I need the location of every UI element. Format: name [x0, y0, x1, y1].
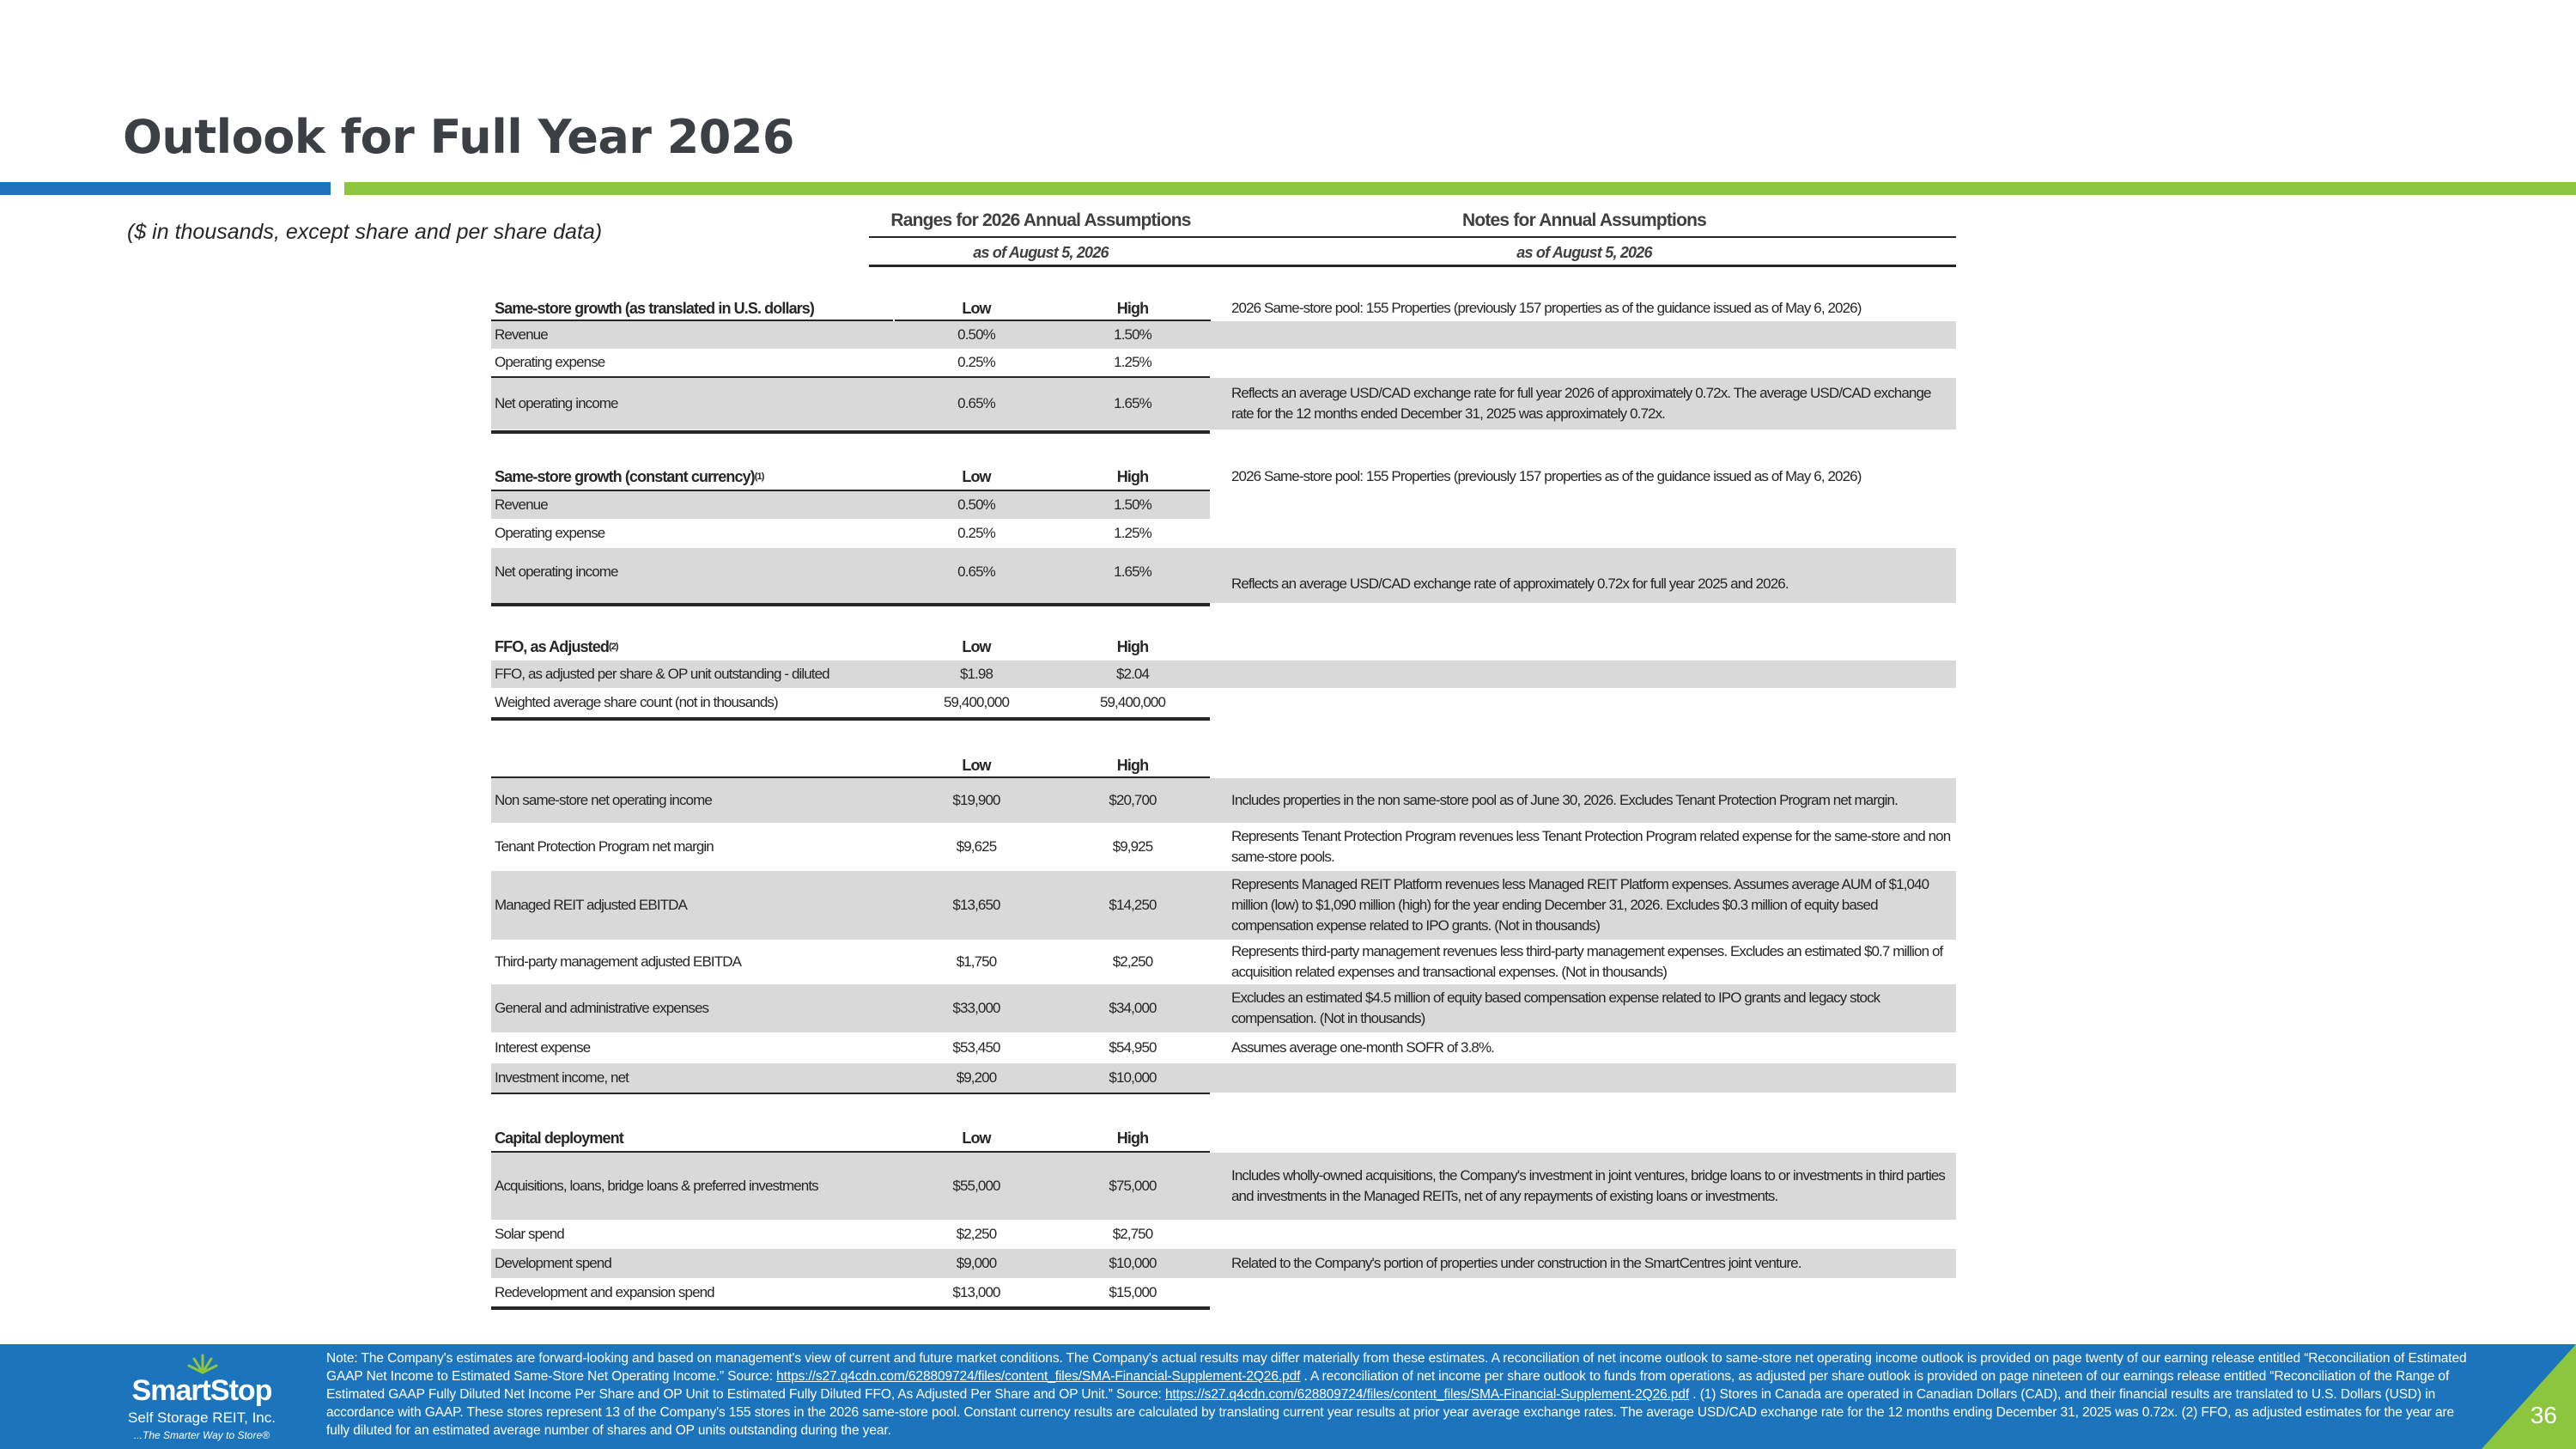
row-high: $2,750	[1112, 1226, 1153, 1242]
row-note: Reflects an average USD/CAD exchange rate of approximately 0.72x for full year 2025 and 2026.	[1231, 575, 1789, 592]
company-logo	[120, 1350, 283, 1445]
row-high: 1.50%	[1114, 326, 1151, 343]
row-low: $53,450	[952, 1039, 1000, 1056]
high-header: High	[1116, 637, 1149, 655]
source-link[interactable]: https://s27.q4cdn.com/628809724/files/content_files/SMA-Financial-Supplement-2Q26.pdf	[776, 1369, 1301, 1384]
row-low: $1.98	[959, 666, 993, 682]
table-row	[491, 548, 1956, 603]
row-low: 0.65%	[957, 395, 995, 411]
note-cc-pool: 2026 Same-store pool: 155 Properties (previously 157 properties as of the guidance issued as of May 6, 2026)	[1231, 468, 1862, 484]
row-low: $13,650	[952, 897, 1000, 913]
high-header: High	[1116, 299, 1149, 317]
row-label: Interest expense	[495, 1039, 591, 1056]
ranges-subheader-rule	[869, 265, 1212, 267]
low-header: Low	[962, 756, 991, 774]
sunburst-icon	[187, 1350, 218, 1376]
page-number: 36	[2530, 1402, 2557, 1428]
row-low: 0.25%	[957, 354, 995, 370]
table-row	[491, 491, 1956, 519]
row-high: $2.04	[1115, 666, 1150, 682]
row-label: Development spend	[495, 1255, 611, 1271]
row-label: Operating expense	[495, 354, 605, 370]
low-header: Low	[962, 467, 991, 485]
footnote	[326, 1349, 2473, 1440]
row-label: Third-party management adjusted EBITDA	[495, 953, 742, 970]
row-note: Represents Tenant Protection Program revenues less Tenant Protection Program related expense for the same-store and non same-store pools.	[1231, 828, 1951, 865]
notes-subheader-rule	[1212, 265, 1956, 267]
row-label: Tenant Protection Program net margin	[495, 838, 714, 855]
row-label: General and administrative expenses	[495, 1000, 709, 1016]
low-header: Low	[962, 299, 991, 317]
section-title-cc: Same-store growth (constant currency) (1)	[495, 467, 764, 485]
logo-wordmark: SmartStop	[131, 1374, 272, 1407]
logo-tagline: ...The Smarter Way to Store®	[133, 1429, 270, 1441]
row-label: Acquisitions, loans, bridge loans & preferred investments	[495, 1178, 818, 1194]
low-header: Low	[962, 1129, 991, 1147]
row-note: Represents third-party management revenues less third-party management expenses. Excludes an estimated $0.7 million of acquisition related expenses and transactional expenses. (Not in thousands)	[1231, 943, 1943, 980]
section-bottom-rule	[491, 430, 1210, 434]
table-row	[491, 1063, 1956, 1093]
source-link[interactable]: https://s27.q4cdn.com/628809724/files/content_files/SMA-Financial-Supplement-2Q26.pdf	[1164, 1387, 1690, 1402]
notes-subheader: as of August 5, 2026	[1516, 244, 1652, 261]
table-row	[491, 321, 1956, 349]
row-label: Redevelopment and expansion spend	[495, 1284, 714, 1300]
row-label: Revenue	[495, 326, 548, 343]
row-high: 59,400,000	[1099, 694, 1166, 710]
row-high: $9,925	[1112, 838, 1153, 855]
row-label: Net operating income	[495, 563, 618, 580]
table-row	[491, 778, 1956, 823]
row-low: $55,000	[952, 1178, 1000, 1194]
row-label: Managed REIT adjusted EBITDA	[495, 897, 687, 913]
row-label: Non same-store net operating income	[495, 792, 712, 808]
ranges-header-rule	[869, 236, 1212, 238]
row-label: Net operating income	[495, 395, 618, 411]
row-label: Operating expense	[495, 525, 605, 541]
footnote-text: Note: The Company's estimates are forward-looking and based on management's view of current and future market conditions. The Company's actual results may differ materially from these estimates. A reconciliation of net income outlook to same-store net operating income outlook is provided on page twenty of our earning release entitled “Reconciliation of Estimated GAAP Net Income to Estimated Same-Store Net Operating Income.” Source:	[326, 1351, 2467, 1384]
section-title-ffo: FFO, as Adjusted (2)	[495, 637, 618, 655]
ranges-header: Ranges for 2026 Annual Assumptions	[890, 210, 1191, 230]
row-note: Represents Managed REIT Platform revenues less Managed REIT Platform expenses. Assumes average AUM of $1,040 million (low) to $1,090 million (high) for the year ending December 31, 2026. Excludes $0.3 million of equity based compensation expense related to IPO grants. (Not in thousands)	[1231, 876, 1929, 934]
section-bottom-rule	[491, 1306, 1210, 1310]
section-title-capital: Capital deployment	[495, 1129, 623, 1147]
title-accent-bar-blue	[0, 182, 331, 195]
row-low: 0.50%	[957, 326, 995, 343]
low-header: Low	[962, 637, 991, 655]
row-low: 0.25%	[957, 525, 995, 541]
row-high: $10,000	[1109, 1069, 1157, 1086]
title-accent-bar-green	[344, 182, 2576, 195]
row-high: $54,950	[1109, 1039, 1157, 1056]
section-header-capital	[491, 1125, 1956, 1151]
table-row	[491, 871, 1956, 940]
row-low: $9,000	[956, 1255, 997, 1271]
row-low: $19,900	[952, 792, 1000, 808]
row-high: $15,000	[1109, 1284, 1157, 1300]
footnote-text: . A reconciliation of net income per share outlook to funds from operations, as adjusted per share outlook is provided on page nineteen of our earnings release entitled “Reconciliation of the Range of Estimated GAAP Fully Diluted Net Income Per Share and OP Unit to Estimated Fully Diluted FFO, As Adjusted Per Share and OP Unit.” Source:	[326, 1369, 2450, 1402]
row-label: Revenue	[495, 496, 548, 513]
section-title-usd: Same-store growth (as translated in U.S. dollars)	[495, 299, 814, 317]
row-high: $14,250	[1109, 897, 1157, 913]
high-header: High	[1116, 467, 1149, 485]
row-note: Includes properties in the non same-store pool as of June 30, 2026. Excludes Tenant Protection Program net margin.	[1231, 792, 1898, 808]
row-note: Excludes an estimated $4.5 million of equity based compensation expense related to IPO grants and legacy stock compensation. (Not in thousands)	[1231, 989, 1880, 1026]
row-label: Weighted average share count (not in thousands)	[495, 694, 778, 710]
table-row	[491, 940, 1956, 984]
notes-header-rule	[1212, 236, 1956, 238]
row-low: 0.50%	[957, 496, 995, 513]
section-header-other	[491, 752, 1956, 778]
row-high: $2,250	[1112, 953, 1153, 970]
row-high: 1.65%	[1114, 395, 1151, 411]
logo-subtitle: Self Storage REIT, Inc.	[128, 1409, 276, 1426]
row-high: $34,000	[1109, 1000, 1157, 1016]
row-high: 1.25%	[1114, 354, 1151, 370]
table-row	[491, 823, 1956, 871]
row-label: Solar spend	[495, 1226, 564, 1242]
row-high: $10,000	[1109, 1255, 1157, 1271]
page-title: Outlook for Full Year 2026	[123, 110, 794, 164]
units-note: ($ in thousands, except share and per share data)	[127, 220, 603, 244]
note-usd-pool: 2026 Same-store pool: 155 Properties (previously 157 properties as of the guidance issued as of May 6, 2026)	[1231, 300, 1862, 316]
ranges-subheader: as of August 5, 2026	[973, 244, 1109, 261]
row-note: Reflects an average USD/CAD exchange rate for full year 2026 of approximately 0.72x. The average USD/CAD exchange rate for the 12 months ended December 31, 2025 was approximately 0.72x.	[1231, 385, 1931, 422]
table-row	[491, 661, 1956, 688]
row-label: Investment income, net	[495, 1069, 629, 1086]
row-low: $33,000	[952, 1000, 1000, 1016]
row-high: $20,700	[1109, 792, 1157, 808]
table-row	[491, 1032, 1956, 1063]
row-high: 1.50%	[1114, 496, 1151, 513]
table-row	[491, 1278, 1956, 1307]
row-low: $9,625	[956, 838, 997, 855]
row-label: FFO, as adjusted per share & OP unit outstanding - diluted	[495, 666, 829, 682]
table-row	[491, 688, 1956, 717]
row-low: $9,200	[956, 1069, 997, 1086]
table-row	[491, 1153, 1956, 1220]
footer-accent-triangle	[2482, 1344, 2576, 1449]
section-header-cc	[491, 464, 1956, 490]
row-low: $1,750	[956, 953, 997, 970]
table-row	[491, 984, 1956, 1032]
table-row	[491, 378, 1956, 429]
row-low: $2,250	[956, 1226, 997, 1242]
notes-header: Notes for Annual Assumptions	[1461, 210, 1707, 230]
table-row	[491, 519, 1956, 548]
section-bottom-rule	[491, 1093, 1210, 1094]
row-high: 1.65%	[1114, 563, 1151, 580]
row-low: 59,400,000	[943, 694, 1010, 710]
row-note: Assumes average one-month SOFR of 3.8%.	[1231, 1039, 1495, 1056]
section-header-usd	[491, 295, 1956, 321]
footnote-text: . (1) Stores in Canada are operated in Canadian Dollars (CAD), and their financial results are translated to U.S. Dollars (USD) in accordance with GAAP. These stores represent 13 of the Company's 155 stores in the 2026 same-store pool. Constant currency results are calculated by translating current year results at prior year average exchange rates. The average USD/CAD exchange rate for the 12 months ending December 31, 2025 was 0.72x. (2) FFO, as adjusted estimates for the year are fully diluted for an estimated average number of shares and OP units outstanding during the year.	[326, 1387, 2455, 1438]
high-header: High	[1116, 756, 1149, 774]
row-high: 1.25%	[1114, 525, 1151, 541]
row-low: 0.65%	[957, 563, 995, 580]
table-row	[491, 1220, 1956, 1249]
table-row	[491, 349, 1956, 376]
section-bottom-rule	[491, 603, 1210, 606]
row-low: $13,000	[952, 1284, 1000, 1300]
section-header-ffo	[491, 634, 1956, 660]
row-high: $75,000	[1109, 1178, 1157, 1194]
row-note: Includes wholly-owned acquisitions, the Company's investment in joint ventures, bridge loans to or investments in third parties and investments in the Managed REITs, net of any repayments of existing loans or investments.	[1231, 1167, 1946, 1204]
section-bottom-rule	[491, 717, 1210, 721]
high-header: High	[1116, 1129, 1149, 1147]
row-note: Related to the Company's portion of properties under construction in the SmartCentres joint venture.	[1231, 1255, 1801, 1271]
table-row	[491, 1249, 1956, 1278]
